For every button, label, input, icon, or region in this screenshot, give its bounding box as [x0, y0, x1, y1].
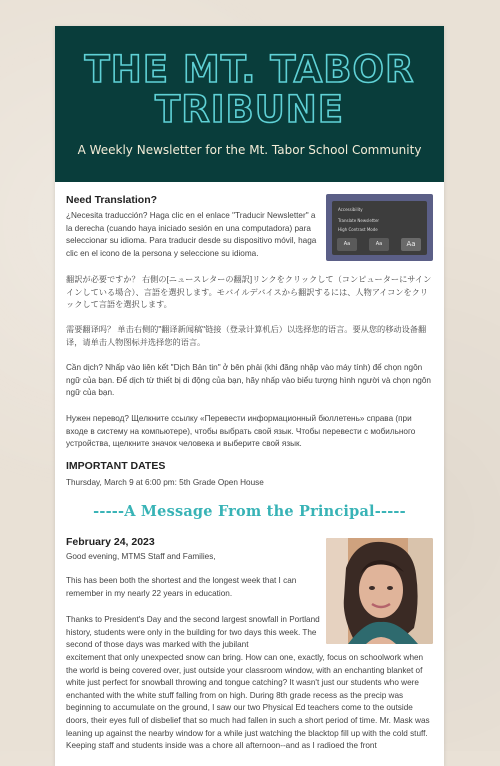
accessibility-label: Accessibility — [338, 207, 363, 212]
newsletter-title: THE MT. TABOR TRIBUNE — [84, 48, 415, 131]
important-dates-heading: IMPORTANT DATES — [66, 460, 166, 472]
principal-paragraph-1: This has been both the shortest and the longest week that I can remember in my nearly 22 years in education. — [66, 576, 297, 598]
translate-newsletter-label: Translate Newsletter — [338, 218, 380, 223]
important-dates-item: Thursday, March 9 at 6:00 pm: 5th Grade Open House — [66, 478, 264, 487]
translation-chinese: 需要翻译吗？ 单击右侧的"翻译新闻稿"链接（登录计算机后）以选择您的语言。要从您的移动设备翻译，请单击人物图标并选择您的语言。 — [66, 325, 427, 347]
newsletter-subtitle: A Weekly Newsletter for the Mt. Tabor School Community — [77, 143, 422, 157]
principal-paragraph-2-continued: excitement that only unexpected snow can bring. How can one, exactly, focus on schoolwork when the world is being covered over, just outside your classroom window, with an enchanting blanket of white just perfect for snowball throwing and tongue catching? It wasn't just our students who were enchanted with the white stuff falling from on high. During 8th grade recess as the precip was beginning to accumulate on the ground, I saw our two Physical Ed teachers come to the outside doors, their eyes full of disbelief that so much had fallen in such a short period of time. Mr. Mask was leaning up against the nearby window for a while just watching the blacktop fill up with the cold stuff. Keeping staff and students inside was a chore all afternoon--and as I radioed the front — [66, 653, 430, 751]
translation-japanese: 翻訳が必要ですか？ 右側の[ニュースレターの翻訳]リンクをクリックして（コンピューターにサインインしている場合）、言語を選択します。モバイルデバイスから翻訳するには、人物アイコンをクリックして言語を選択します。 — [66, 275, 432, 310]
accessibility-panel — [332, 201, 427, 255]
translation-russian: Нужен перевод? Щелкните ссылку «Перевести информационный бюллетень» справа (при входе в систему на компьютере), чтобы выбрать свой язык. Чтобы перевести с мобильного устройства, щелкните значок человека и выберите свой язык. — [66, 414, 416, 449]
newsletter-header — [55, 26, 444, 182]
translate-settings-image — [326, 194, 433, 261]
translation-heading: Need Translation? — [66, 194, 158, 206]
font-medium-button: Aa — [369, 238, 389, 251]
translation-spanish: ¿Necesita traducción? Haga clic en el enlace "Traducir Newsletter" a la derecha (cuando haya iniciado sesión en una computadora) para seleccionar su idioma. Para traducir desde su dispositivo móvil, haga clic en el icono de la persona y seleccione su idioma. — [66, 211, 317, 258]
portrait-image — [326, 538, 433, 644]
principal-paragraph-2-start: Thanks to President's Day and the second largest snowfall in Portland history, students were only in the building for two days this week. The second of those days was marked with the jubilant — [66, 615, 320, 650]
principal-message-date: February 24, 2023 — [66, 536, 155, 548]
newsletter-card — [55, 26, 444, 766]
font-small-button: Aa — [337, 238, 357, 251]
principal-greeting: Good evening, MTMS Staff and Families, — [66, 552, 216, 561]
principal-section-title: -----A Message From the Principal----- — [93, 503, 406, 520]
high-contrast-label: High Contrast Mode — [338, 227, 378, 232]
font-large-button: Aa — [401, 238, 421, 251]
principal-portrait — [326, 538, 433, 644]
newsletter-content — [55, 182, 444, 766]
translation-vietnamese: Cần dịch? Nhấp vào liên kết "Dịch Bản tin" ở bên phải (khi đăng nhập vào máy tính) để chọn ngôn ngữ của bạn. Để dịch từ thiết bị di động của bạn, hãy nhấp vào biểu tượng hình người và chọn ngôn ngữ của bạn. — [66, 363, 431, 398]
